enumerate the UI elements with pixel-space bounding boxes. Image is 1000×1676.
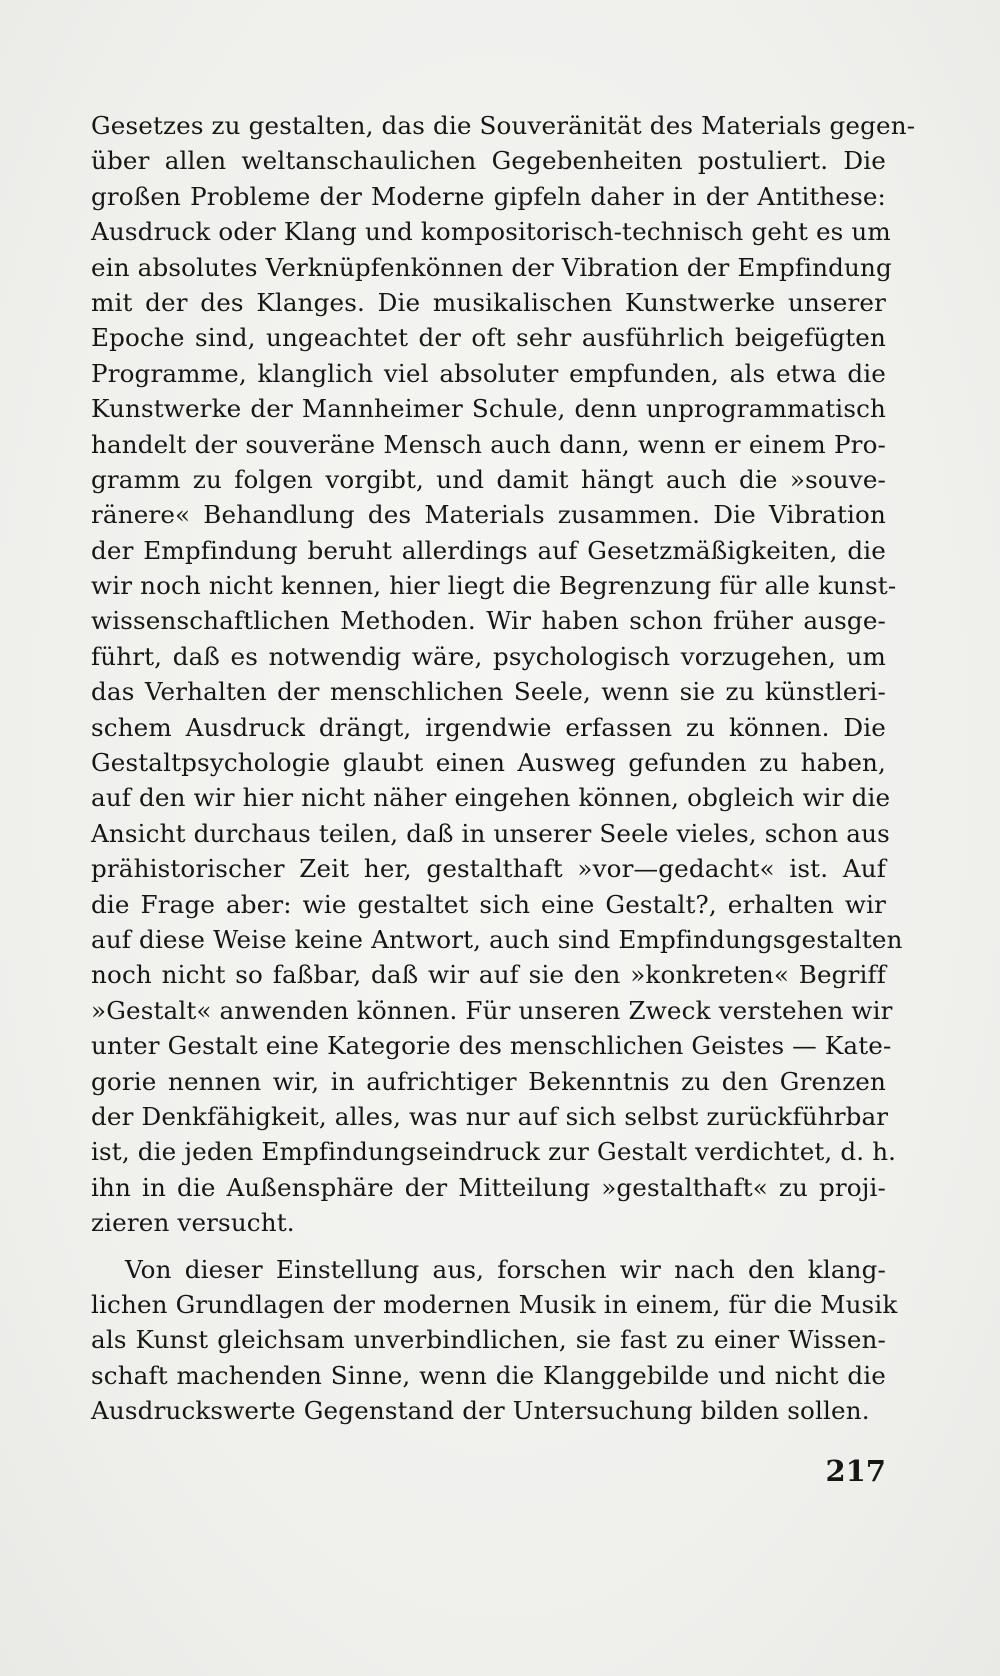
text-line: der Empfindung beruht allerdings auf Gesetzmäßigkeiten, die	[91, 535, 886, 565]
text-line: der Denkfähigkeit, alles, was nur auf sich selbst zurückführbar	[91, 1101, 889, 1131]
text-line: gorie nennen wir, in aufrichtiger Bekenntnis zu den Grenzen	[91, 1066, 886, 1096]
text-line: mit der des Klanges. Die musikalischen Kunstwerke unserer	[91, 287, 886, 317]
text-line: Ansicht durchaus teilen, daß in unserer Seele vieles, schon aus	[91, 818, 890, 848]
text-line: Kunstwerke der Mannheimer Schule, denn unprogrammatisch	[91, 394, 886, 424]
text-line: Ausdruck oder Klang und kompositorisch-technisch geht es um	[91, 217, 891, 247]
text-line: das Verhalten der menschlichen Seele, wenn sie zu künstleri-	[91, 677, 886, 707]
text-line: Epoche sind, ungeachtet der oft sehr ausführlich beigefügten	[91, 323, 886, 353]
page-number: 217	[825, 1454, 886, 1488]
text-line: ihn in die Außensphäre der Mitteilung »gestalthaft« zu proji-	[91, 1172, 886, 1202]
text-line: »Gestalt« anwenden können. Für unseren Zweck verstehen wir	[91, 995, 893, 1025]
text-line: unter Gestalt eine Kategorie des menschlichen Geistes — Kate-	[91, 1031, 892, 1061]
text-line: ein absolutes Verknüpfenkönnen der Vibration der Empfindung	[91, 252, 892, 282]
text-line: prähistorischer Zeit her, gestalthaft »vor—gedacht« ist. Auf	[91, 854, 886, 884]
text-line: auf den wir hier nicht näher eingehen können, obgleich wir die	[91, 783, 891, 813]
text-line: Programme, klanglich viel absoluter empfunden, als etwa die	[91, 358, 886, 388]
text-line: handelt der souveräne Mensch auch dann, wenn er einem Pro-	[91, 429, 886, 459]
text-line: noch nicht so faßbar, daß wir auf sie den »konkreten« Begriff	[91, 960, 886, 990]
text-line: Gesetzes zu gestalten, das die Souveränität des Materials gegen-	[91, 111, 916, 140]
text-line: Gestaltpsychologie glaubt einen Ausweg gefunden zu haben,	[91, 748, 886, 778]
text-line: Von dieser Einstellung aus, forschen wir nach den klang-	[125, 1254, 886, 1284]
text-line: auf diese Weise keine Antwort, auch sind Empfindungsgestalten	[91, 924, 903, 954]
text-line: lichen Grundlagen der modernen Musik in einem, für die Musik	[91, 1289, 898, 1319]
paragraph	[91, 1252, 898, 1429]
text-line: ist, die jeden Empfindungseindruck zur Gestalt verdichtet, d. h.	[91, 1137, 897, 1167]
text-line: schaft machenden Sinne, wenn die Klanggebilde und nicht die	[91, 1360, 886, 1390]
text-line: wissenschaftlichen Methoden. Wir haben schon früher ausge-	[91, 606, 886, 636]
text-line: zieren versucht.	[91, 1208, 295, 1238]
text-line: die Frage aber: wie gestaltet sich eine Gestalt?, erhalten wir	[91, 889, 886, 919]
text-line: gramm zu folgen vorgibt, und damit hängt auch die »souve-	[91, 464, 886, 494]
body-text	[91, 108, 916, 1428]
text-line: ränere« Behandlung des Materials zusammen. Die Vibration	[91, 500, 886, 530]
text-line: als Kunst gleichsam unverbindlichen, sie fast zu einer Wissen-	[91, 1325, 886, 1355]
text-line: Ausdruckswerte Gegenstand der Untersuchung bilden sollen.	[91, 1396, 870, 1426]
text-line: wir noch nicht kennen, hier liegt die Begrenzung für alle kunst-	[91, 571, 897, 601]
text-line: führt, daß es notwendig wäre, psychologisch vorzugehen, um	[91, 641, 886, 671]
text-line: großen Probleme der Moderne gipfeln daher in der Antithese:	[91, 181, 886, 211]
paragraph-gap	[91, 1241, 886, 1252]
paragraph	[91, 108, 916, 1241]
text-line: schem Ausdruck drängt, irgendwie erfassen zu können. Die	[91, 712, 886, 742]
text-line: über allen weltanschaulichen Gegebenheiten postuliert. Die	[91, 146, 886, 176]
